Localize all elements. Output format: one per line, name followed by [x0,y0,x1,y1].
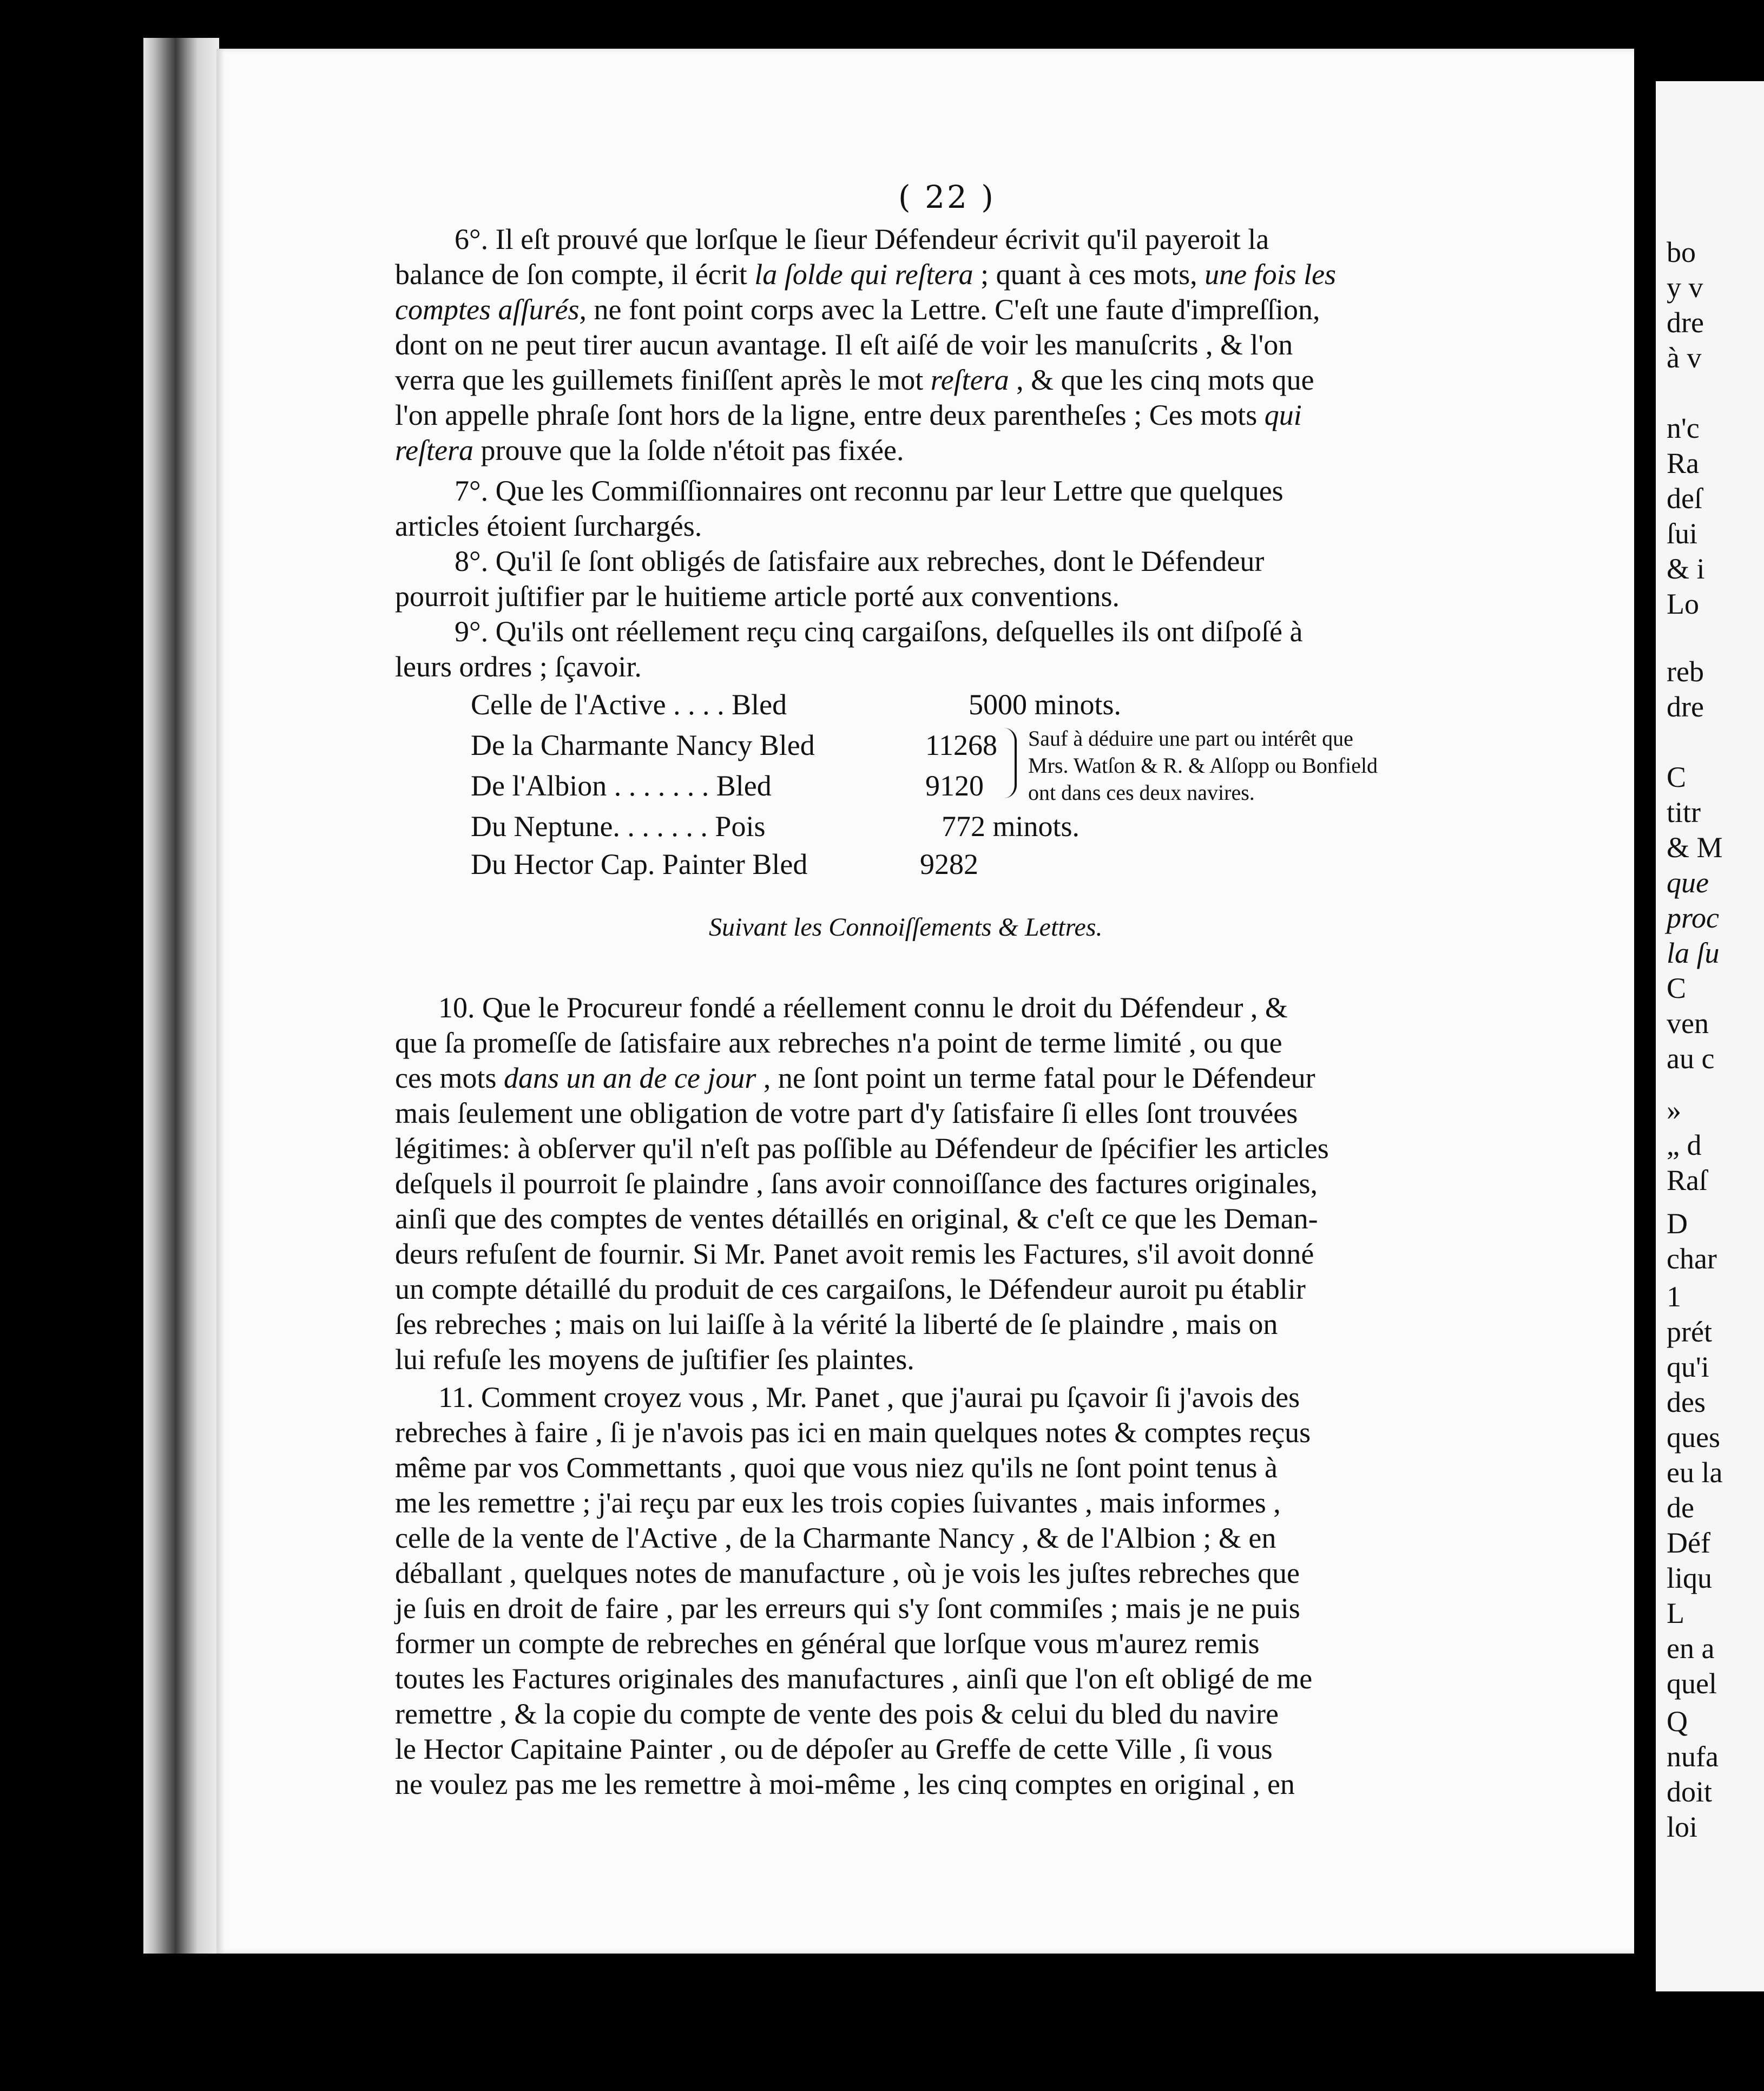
fragment: eu la [1667,1456,1723,1489]
text-line: l'on appelle phraſe ſont hors de la ligne, entre deux parentheſes ; Ces mots qui [395,399,1302,431]
text-line: toutes les Factures originales des manufactures , ainſi que l'on eſt obligé de me [395,1662,1313,1695]
text-line: ainſi que des comptes de ventes détaillés en original, & c'eſt ce que les Deman- [395,1202,1318,1235]
text-line: verra que les guillemets finiſſent après le mot reſtera , & que les cinq mots que [395,364,1314,396]
text-line: 6°. Il eſt prouvé que lorſque le ſieur Défendeur écrivit qu'il payeroit la [455,223,1269,255]
cargo-note: Mrs. Watſon & R. & Alſopp ou Bonfield [1028,753,1378,778]
fragment: ques [1667,1421,1720,1454]
fragment: & M [1667,831,1723,864]
text-line: deſquels il pourroit ſe plaindre , ſans avoir connoiſſance des factures originales, [395,1167,1318,1200]
cargo-qty: 9282 [920,848,978,880]
fragment: & i [1667,553,1705,585]
text-line: me les remettre ; j'ai reçu par eux les trois copies ſuivantes , mais informes , [395,1487,1281,1519]
text-line: 8°. Qu'il ſe ſont obligés de ſatisfaire aux rebreches, dont le Défendeur [455,545,1265,577]
text-line: 10. Que le Procureur fondé a réellement connu le droit du Défendeur , & [438,991,1288,1024]
text-line: je ſuis en droit de faire , par les erreurs qui s'y ſont commiſes ; mais je ne puis [395,1592,1300,1625]
text-line: remettre , & la copie du compte de vente des pois & celui du bled du navire [395,1698,1279,1730]
text-line: comptes aſſurés, ne font point corps avec la Lettre. C'eſt une faute d'impreſſion, [395,293,1320,326]
fragment: que [1667,866,1709,899]
fragment: prét [1667,1316,1712,1348]
fragment: C [1667,972,1687,1004]
text-line: mais ſeulement une obligation de votre part d'y ſatisfaire ſi elles ſont trouvées [395,1097,1298,1129]
fragment: qu'i [1667,1351,1709,1383]
text-line: 9°. Qu'ils ont réellement reçu cinq cargaiſons, deſquelles ils ont diſpoſé à [455,615,1303,648]
cargo-name: Celle de l'Active . . . . Bled [471,688,787,721]
fragment: quel [1667,1667,1717,1700]
fragment: la ſu [1667,937,1720,969]
book-page [216,49,1634,1954]
cargo-note: Sauf à déduire une part ou intérêt que [1028,726,1353,751]
fragment: C [1667,761,1687,793]
text-line: rebreches à faire , ſi je n'avois pas ici en main quelques notes & comptes reçus [395,1416,1311,1449]
fragment: des [1667,1386,1706,1418]
fragment: ſui [1667,517,1698,550]
fragment: proc [1667,902,1719,934]
fragment: à v [1667,341,1702,374]
fragment: Q [1667,1705,1688,1738]
fragment: loi [1667,1811,1698,1843]
section-heading: Suivant les Connoiſſements & Lettres. [709,913,1103,942]
fragment: n'c [1667,412,1700,444]
text-line: pourroit juſtifier par le huitieme article porté aux conventions. [395,580,1120,613]
text-line: même par vos Commettants , quoi que vous niez qu'ils ne ſont point tenus à [395,1451,1278,1484]
text-line: former un compte de rebreches en général que lorſque vous m'aurez remis [395,1627,1260,1660]
facing-page [1656,81,1764,1991]
fragment: Ra [1667,447,1699,479]
text-line: dont on ne peut tirer aucun avantage. Il eſt aiſé de voir les manuſcrits , & l'on [395,328,1293,361]
cargo-name: De l'Albion . . . . . . . Bled [471,770,772,802]
fragment: Déf [1667,1527,1710,1559]
text-line: que ſa promeſſe de ſatisfaire aux rebreches n'a point de terme limité , ou que [395,1027,1282,1059]
page-number: ( 22 ) [898,179,996,215]
text-line: légitimes: à obſerver qu'il n'eſt pas poſſible au Défendeur de ſpécifier les articles [395,1132,1329,1165]
fragment: „ d [1667,1129,1702,1161]
text-line: ne voulez pas me les remettre à moi-même , les cinq comptes en original , en [395,1768,1295,1800]
cargo-qty: 5000 minots. [969,688,1122,721]
fragment: liqu [1667,1562,1713,1594]
fragment: de [1667,1491,1694,1524]
fragment: en a [1667,1632,1715,1665]
text-line: reſtera prouve que la ſolde n'étoit pas fixée. [395,434,904,466]
text-line: articles étoient ſurchargés. [395,510,702,542]
text-line: déballant , quelques notes de manufacture , où je vois les juſtes rebreches que [395,1557,1300,1589]
fragment: y v [1667,271,1703,304]
text-line: leurs ordres ; ſçavoir. [395,650,642,683]
text-line: 7°. Que les Commiſſionnaires ont reconnu par leur Lettre que quelques [455,475,1283,507]
fragment: nufa [1667,1740,1719,1773]
text-line: balance de ſon compte, il écrit la ſolde qui reſtera ; quant à ces mots, une fois les [395,258,1337,291]
cargo-name: De la Charmante Nancy Bled [471,729,815,761]
fragment: Raſ [1667,1164,1707,1196]
cargo-name: Du Hector Cap. Painter Bled [471,848,808,880]
fragment: au c [1667,1042,1715,1075]
cargo-note: ont dans ces deux navires. [1028,780,1255,805]
brace [1004,728,1017,798]
cargo-qty: 9120 [925,770,984,802]
text-line: un compte détaillé du produit de ces cargaiſons, le Défendeur auroit pu établir [395,1273,1306,1305]
fragment: bo [1667,236,1696,268]
text-line: lui refuſe les moyens de juſtifier ſes plaintes. [395,1343,914,1376]
text-line: ſes rebreches ; mais on lui laiſſe à la vérité la liberté de ſe plaindre , mais on [395,1308,1278,1340]
text-line: deurs refuſent de fournir. Si Mr. Panet avoit remis les Factures, s'il avoit donné [395,1238,1314,1270]
cargo-qty: 772 minots. [942,810,1080,843]
cargo-name: Du Neptune. . . . . . . Pois [471,810,766,843]
text-line: le Hector Capitaine Painter , ou de dépoſer au Greffe de cette Ville , ſi vous [395,1733,1273,1765]
fragment: 1 [1667,1280,1681,1313]
fragment: deſ [1667,482,1702,515]
fragment: L [1667,1597,1684,1629]
book-page-edge [143,38,219,1954]
fragment: dre [1667,691,1704,723]
fragment: » [1667,1094,1681,1126]
fragment: D [1667,1207,1688,1240]
fragment: char [1667,1242,1717,1275]
fragment: Lo [1667,588,1699,620]
text-line: celle de la vente de l'Active , de la Charmante Nancy , & de l'Albion ; & en [395,1522,1276,1554]
text-line: ces mots dans un an de ce jour , ne ſont point un terme fatal pour le Défendeur [395,1062,1315,1094]
cargo-qty: 11268 [925,729,997,761]
fragment: ven [1667,1007,1709,1040]
fragment: reb [1667,655,1704,688]
text-line: 11. Comment croyez vous , Mr. Panet , que j'aurai pu ſçavoir ſi j'avois des [438,1381,1300,1413]
fragment: dre [1667,306,1704,339]
fragment: titr [1667,796,1701,828]
fragment: doit [1667,1776,1713,1808]
